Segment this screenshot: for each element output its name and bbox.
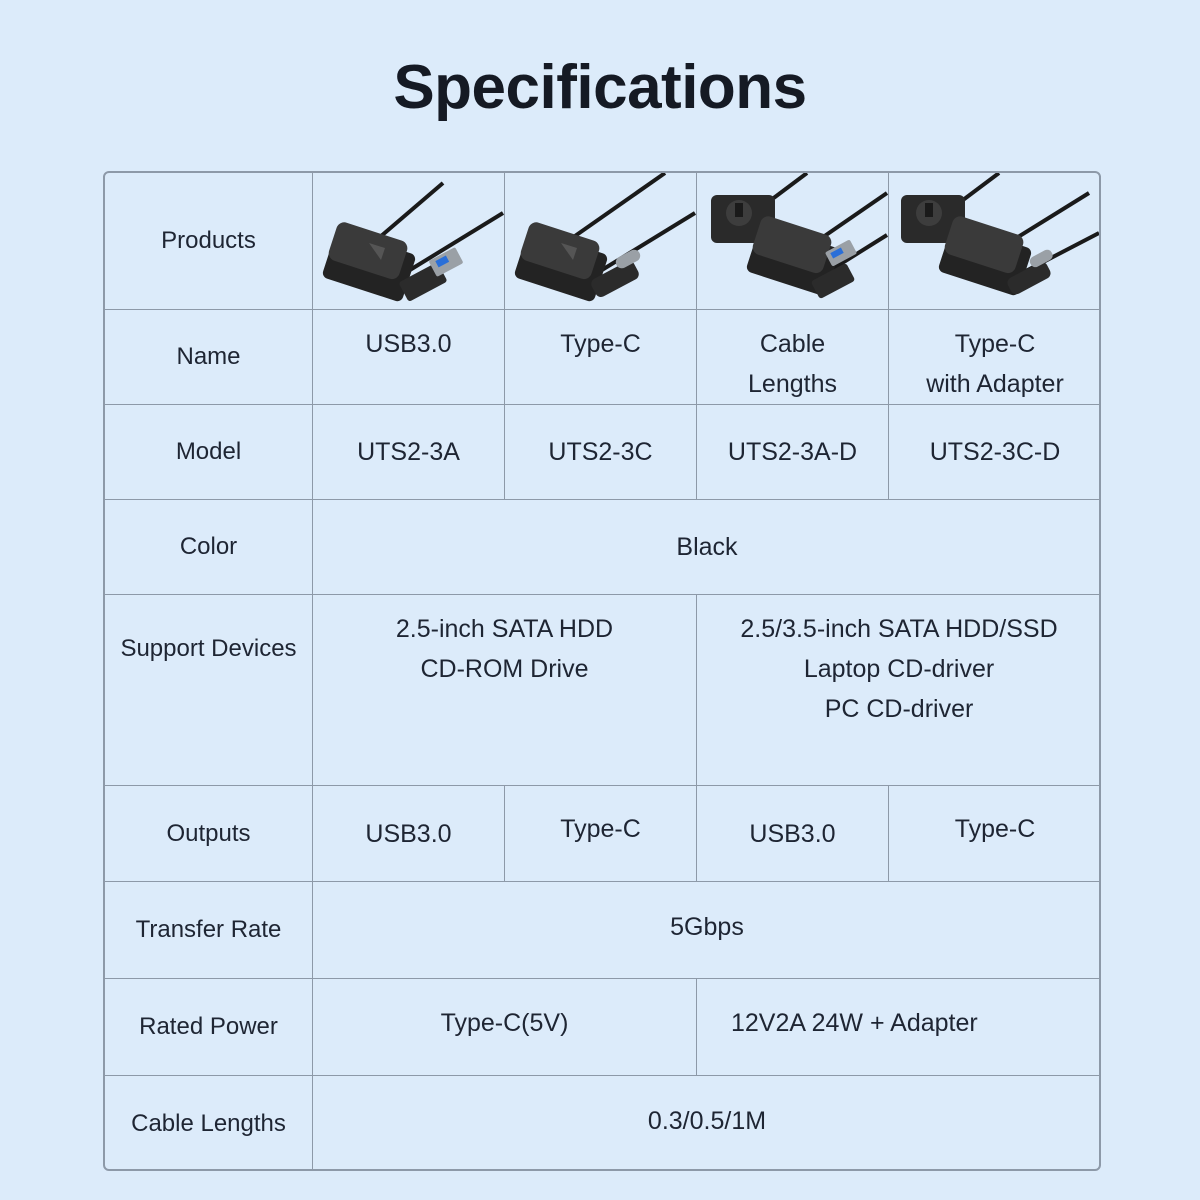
- name-cell: [313, 310, 505, 405]
- typec-adapter-icon: [505, 173, 697, 310]
- row-label-transfer-rate: Transfer Rate: [105, 882, 313, 979]
- output-cell: USB3.0: [697, 786, 889, 882]
- color-value: Black: [313, 500, 1101, 595]
- output-cell: USB3.0: [313, 786, 505, 882]
- rated-power-left: Type-C(5V): [313, 979, 697, 1076]
- row-label-color: Color: [105, 500, 313, 595]
- product-image-typec-with-power: [889, 173, 1101, 310]
- name-line: with Adapter: [926, 370, 1064, 398]
- support-device-item: CD-ROM Drive: [420, 655, 589, 683]
- product-image-typec: [505, 173, 697, 310]
- product-image-usb3: [313, 173, 505, 310]
- model-cell: UTS2-3A-D: [697, 405, 889, 500]
- cable-lengths-value: 0.3/0.5/1M: [647, 1106, 767, 1135]
- name-line: Cable: [759, 330, 826, 358]
- product-image-usb3-with-power: [697, 173, 889, 310]
- name-cell: [697, 310, 889, 405]
- name-cell: [889, 310, 1101, 405]
- usb3-adapter-with-power-icon: [697, 173, 889, 310]
- typec-adapter-with-power-icon: [889, 173, 1101, 310]
- model-cell: UTS2-3C-D: [889, 405, 1101, 500]
- model-cell: UTS2-3C: [505, 405, 697, 500]
- row-label-cable-lengths: Cable Lengths: [105, 1076, 313, 1171]
- name-line: Type-C: [954, 330, 1036, 358]
- name-line: Lengths: [748, 370, 837, 398]
- support-devices-left: [313, 595, 697, 786]
- transfer-rate-value: 5Gbps: [313, 882, 1101, 979]
- name-line: USB3.0: [365, 330, 452, 358]
- output-cell: Type-C: [889, 786, 1101, 882]
- output-cell: Type-C: [505, 786, 697, 882]
- row-label-model: Model: [105, 405, 313, 500]
- row-label-rated-power: Rated Power: [105, 979, 313, 1076]
- support-devices-right: [697, 595, 1101, 786]
- page-title: Specifications: [393, 53, 807, 122]
- support-device-item: Laptop CD-driver: [803, 655, 995, 683]
- name-line: Type-C: [560, 330, 641, 358]
- support-device-item: 2.5/3.5-inch SATA HDD/SSD: [740, 615, 1058, 643]
- spec-table: [103, 171, 1101, 1171]
- name-cell: [505, 310, 697, 405]
- support-device-item: 2.5-inch SATA HDD: [395, 615, 614, 643]
- model-cell: UTS2-3A: [313, 405, 505, 500]
- row-label-products: Products: [105, 173, 313, 310]
- row-label-support-devices: Support Devices: [105, 595, 313, 786]
- usb3-adapter-icon: [313, 173, 505, 310]
- row-label-outputs: Outputs: [105, 786, 313, 882]
- rated-power-right: 12V2A 24W + Adapter: [697, 979, 1101, 1076]
- support-device-item: PC CD-driver: [824, 695, 974, 723]
- row-label-name: Name: [105, 310, 313, 405]
